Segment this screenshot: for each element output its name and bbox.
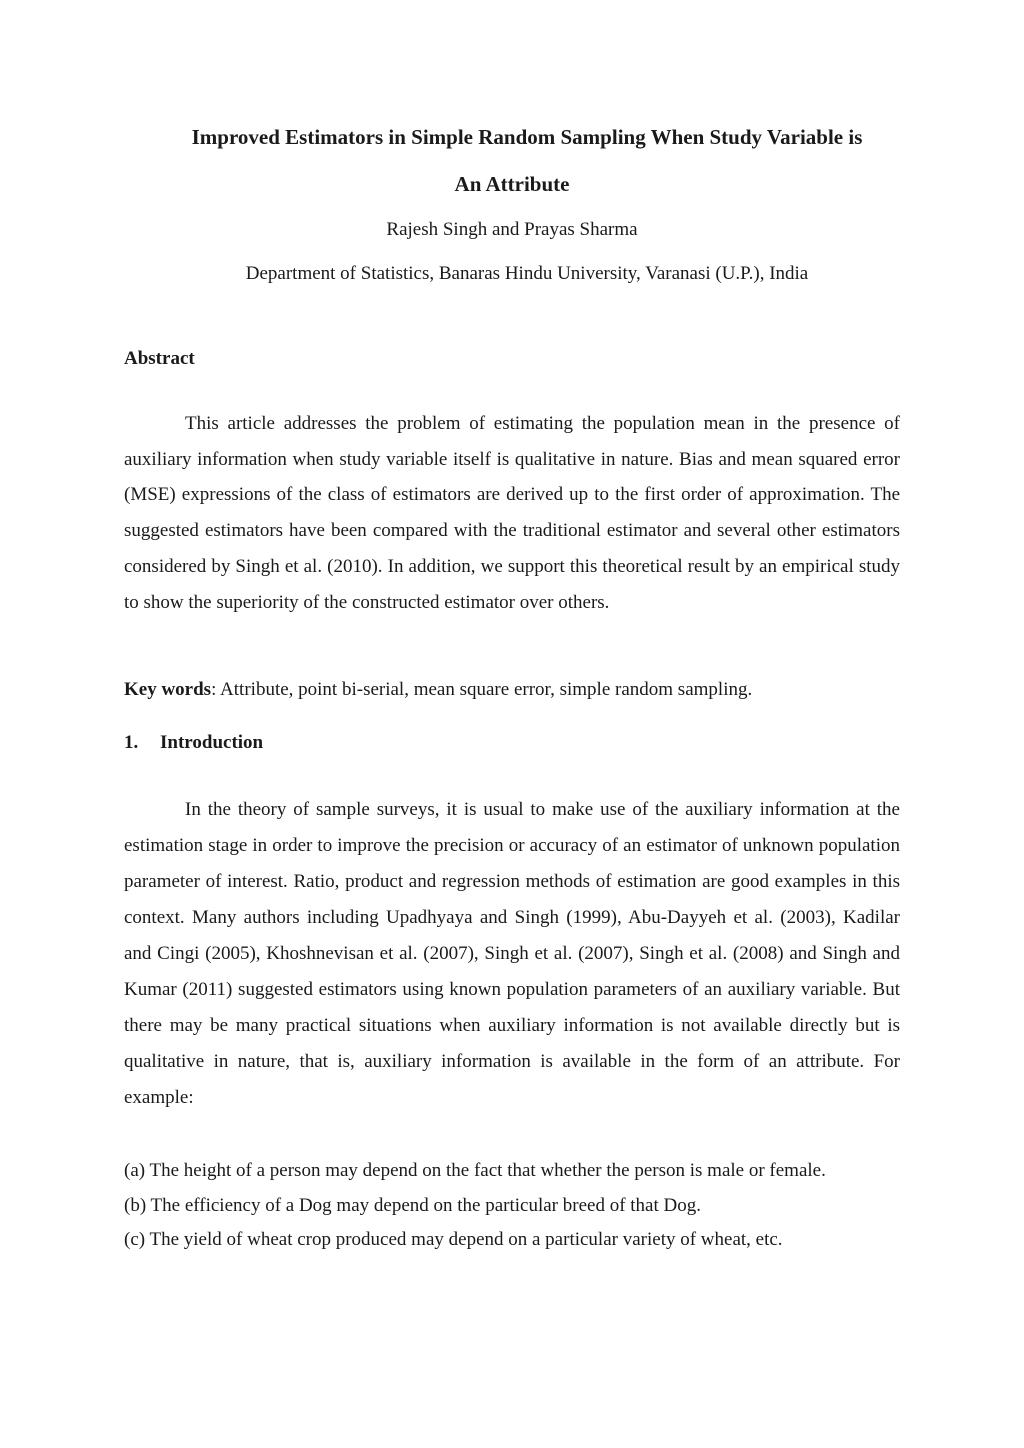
paper-affiliation: Department of Statistics, Banaras Hindu University, Varanasi (U.P.), India — [245, 263, 809, 284]
list-item: (b) The efficiency of a Dog may depend on the particular breed of that Dog. — [124, 1194, 701, 1216]
paper-title-line-2: An Attribute — [454, 172, 570, 196]
section-number: 1. — [124, 732, 139, 753]
abstract-body: This article addresses the problem of estimating the population mean in the presence of auxiliary information when study variable itself is qualitative in nature. Bias and mean squared error (MSE) expressions of the class of estimators are derived up to the first order of approximation. The suggested estimators have been compared with the traditional estimator and several other estimators considered by Singh et al. (2010). In addition, we support this theoretical result by an empirical study to show the superiority of the constructed estimator over others. — [124, 413, 900, 613]
keywords-label: Key words — [124, 679, 212, 700]
paper-authors: Rajesh Singh and Prayas Sharma — [386, 219, 638, 240]
examples-list — [124, 1154, 924, 1258]
list-item: (c) The yield of wheat crop produced may depend on a particular variety of wheat, etc. — [124, 1229, 783, 1250]
keywords-line — [124, 677, 752, 703]
keywords-text: : Attribute, point bi-serial, mean square error, simple random sampling. — [211, 679, 753, 700]
section-title: Introduction — [160, 732, 264, 753]
introduction-body: In the theory of sample surveys, it is usual to make use of the auxiliary information at the estimation stage in order to improve the precision or accuracy of an estimator of unknown population parameter of interest. Ratio, product and regression methods of estimation are good examples in this context. Many authors including Upadhyaya and Singh (1999), Abu-Dayyeh et al. (2003), Kadilar and Cingi (2005), Khoshnevisan et al. (2007), Singh et al. (2007), Singh et al. (2008) and Singh and Kumar (2011) suggested estimators using known population parameters of an auxiliary variable. But there may be many practical situations when auxiliary information is not available directly but is qualitative in nature, that is, auxiliary information is available in the form of an attribute. For example: — [124, 799, 900, 1108]
list-item: (a) The height of a person may depend on the fact that whether the person is male or female. — [124, 1160, 826, 1181]
introduction-heading — [124, 730, 263, 756]
paper-title-line-1: Improved Estimators in Simple Random Sampling When Study Variable is — [191, 125, 863, 149]
abstract-heading: Abstract — [124, 348, 195, 369]
